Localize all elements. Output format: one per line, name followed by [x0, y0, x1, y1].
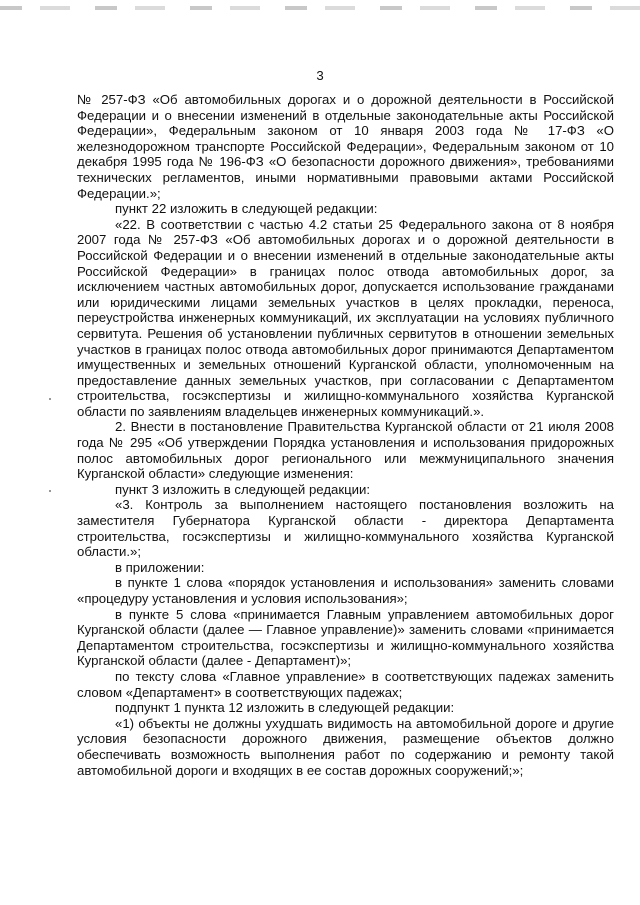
paragraph: «3. Контроль за выполнением настоящего постановления возложить на заместителя Губернатора Курганской области - директора Департамента строительства, госэкспертизы и жилищно-коммунального хозяйства Курганской области.»; — [77, 497, 614, 560]
paragraph: пункт 22 изложить в следующей редакции: — [115, 201, 378, 217]
paragraph: по тексту слова «Главное управление» в соответствующих падежах заменить словом «Департамент» в соответствующих падежах; — [77, 668, 614, 700]
paragraph: подпункт 1 пункта 12 изложить в следующей редакции: — [115, 700, 455, 716]
paragraph: в приложении: — [115, 559, 205, 575]
paragraph: «1) объекты не должны ухудшать видимость на автомобильной дороге и другие условия безопасности дорожного движения, размещение объектов должно обеспечивать возможность выполнения работ по содержанию и ремонту такой автомобильной дороги и входящих в ее состав дорожных сооружений;»; — [77, 715, 614, 778]
paragraph: «22. В соответствии с частью 4.2 статьи 25 Федерального закона от 8 ноября 2007 года № 257-ФЗ «Об автомобильных дорогах и о дорожной деятельности в Российской Федерации и о внесении изменений в отдельные законодательные акты Российской Федерации» в границах полос отвода автомобильных дорог, за исключением частных автомобильных дорог, допускается использование гражданами или юридическими лицами земельных участков в целях прокладки, переноса, переустройства инженерных коммуникаций, их эксплуатации на условиях публичного сервитута. Решения об установлении публичных сервитутов в отношении земельных участков в границах полос отвода автомобильных дорог принимаются Департаментом имущественных и земельных отношений Курганской области, уполномоченным на предоставление данных земельных участков, при согласовании с Департаментом строительства, госэкспертизы и жилищно-коммунального хозяйства Курганской области по заявлениям владельцев инженерных коммуникаций.». — [77, 216, 614, 419]
scan-speck — [49, 398, 51, 400]
page-number: 3 — [316, 68, 324, 83]
paragraph: 2. Внести в постановление Правительства Курганской области от 21 июля 2008 года № 295 «Об утверждении Порядка установления и использования придорожных полос автомобильных дорог регионального или межмуниципального значения Курганской области» следующие изменения: — [77, 419, 614, 482]
paragraph: № 257-ФЗ «Об автомобильных дорогах и о дорожной деятельности в Российской Федерации и о внесении изменений в отдельные законодательные акты Российской Федерации», Федеральным законом от 10 января 2003 года № 17-ФЗ «О железнодорожном транспорте Российской Федерации», Федеральным законом от 10 декабря 1995 года № 196-ФЗ «О безопасности дорожного движения», требованиями технических регламентов, иными нормативными правовыми актами Российской Федерации.»; — [77, 92, 614, 201]
paragraph: в пункте 1 слова «порядок установления и использования» заменить словами «процедуру установления и условия использования»; — [77, 575, 614, 606]
paragraph: в пункте 5 слова «принимается Главным управлением автомобильных дорог Курганской области (далее — Главное управление)» заменить словами «принимается Департаментом строительства, госэкспертизы и жилищно-коммунального хозяйства Курганской области (далее - Департамент)»; — [77, 606, 614, 669]
scan-artifact-line — [0, 6, 640, 10]
paragraph: пункт 3 изложить в следующей редакции: — [115, 481, 371, 497]
scan-speck — [49, 490, 51, 492]
document-body — [77, 92, 614, 778]
